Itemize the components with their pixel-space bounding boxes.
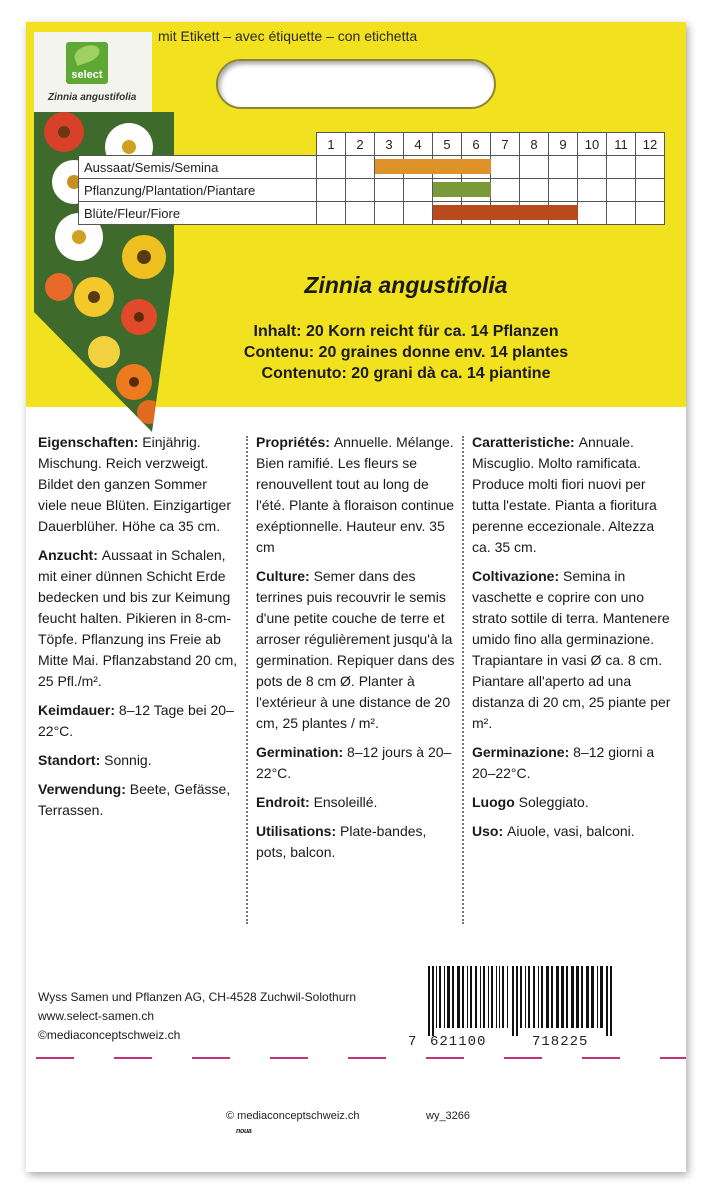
barcode-bar [467, 966, 468, 1028]
barcode-bar [428, 966, 430, 1036]
column-divider [246, 436, 248, 924]
section-cultivation: Culture: Semer dans des terrines puis recouvrir le semis d'une petite couche de terre et arroser régulièrement jusqu'à la germination. Repiquer dans des pots de 8 cm Ø. Planter à l'extérieur à une distance de 20 cm, 25 plantes / m². [256, 568, 455, 731]
section-text: Semina in vaschette e coprire con uno strato sottile di terra. Mantenere umido fino alla germinazione. Trapiantare in vasi Ø ca. 8 cm. Piantare all'aperto ad una distanza di 20 cm, 25 piante per m². [472, 568, 671, 731]
cut-line-dash [426, 1057, 464, 1059]
section-heading: Germination [256, 744, 339, 760]
section-heading: Utilisations [256, 823, 332, 839]
section-text: Sonnig. [104, 752, 152, 768]
brand-name: select [71, 69, 103, 81]
cut-line-dash [192, 1057, 230, 1059]
section-heading: Luogo [472, 794, 515, 810]
barcode-bar [606, 966, 608, 1036]
month-cell: 4 [404, 133, 433, 156]
section-text: 8–12 Tage bei 20–22°C. [38, 702, 234, 739]
barcode-bar [470, 966, 472, 1028]
sowing-calendar [78, 132, 670, 225]
month-cell: 7 [491, 133, 520, 156]
barcode-bar [444, 966, 445, 1028]
cut-line-dash [36, 1057, 74, 1059]
company-website: www.select-samen.ch [38, 1009, 155, 1023]
barcode-bar [586, 966, 589, 1028]
section-location: Standort: Sonnig. [38, 752, 152, 768]
cut-line-dash [660, 1057, 686, 1059]
month-cell: 5 [433, 133, 462, 156]
hang-slot [216, 59, 496, 109]
section-heading: Caratteristiche [472, 434, 571, 450]
footer-credit: © mediaconceptschweiz.ch [226, 1110, 360, 1122]
calendar-header-row [79, 133, 665, 156]
month-cell: 3 [375, 133, 404, 156]
section-cultivation: Coltivazione: Semina in vaschette e coprire con uno strato sottile di terra. Mantenere umido fino alla germinazione. Trapiantare in vasi Ø ca. 8 cm. Piantare all'aperto ad una distanza di 20 cm, 25 piante per m². [472, 568, 671, 731]
section-location: Endroit: Ensoleillé. [256, 794, 378, 810]
section-heading: Germinazione [472, 744, 565, 760]
barcode-bar [566, 966, 568, 1028]
barcode-bars [408, 966, 638, 1036]
section-text: 8–12 jours à 20–22°C. [256, 744, 452, 781]
barcode-bar [571, 966, 574, 1028]
section-text: Beete, Gefässe, Terrassen. [38, 781, 231, 818]
card-plant-name: Zinnia angustifolia [48, 92, 137, 103]
month-cell: 2 [346, 133, 375, 156]
section-heading: Verwendung [38, 781, 122, 797]
barcode-bar [528, 966, 530, 1028]
section-text: Plate-bandes, pots, balcon. [256, 823, 427, 860]
barcode-bar [447, 966, 450, 1028]
barcode-bar [591, 966, 594, 1028]
barcode-bar [439, 966, 441, 1028]
section-heading: Standort [38, 752, 96, 768]
barcode-bar [483, 966, 485, 1028]
section-properties: Caratteristiche: Annuale. Miscuglio. Molto ramificata. Produce molti fiori nuovi per tutta l'estate. Pianta a fioritura perenne eccezionale. Altezza ca. 35 cm. [472, 434, 657, 555]
section-heading: Propriétés [256, 434, 326, 450]
section-heading: Uso [472, 823, 499, 839]
section-use: Utilisations: Plate-bandes, pots, balcon. [256, 823, 427, 860]
calendar-bar [433, 205, 578, 220]
cut-line-dash [114, 1057, 152, 1059]
company-copyright: ©mediaconceptschweiz.ch [38, 1028, 181, 1042]
printer-logo: noua [236, 1128, 252, 1135]
barcode-bar [475, 966, 477, 1028]
calendar-row-label: Pflanzung/Plantation/Piantare [79, 179, 317, 202]
calendar-corner [79, 133, 317, 156]
label-note: mit Etikett – avec étiquette – con etichetta [158, 28, 418, 44]
barcode-bar [597, 966, 598, 1028]
barcode-bar [432, 966, 434, 1036]
section-text: 8–12 giorni a 20–22°C. [472, 744, 655, 781]
barcode-bar [525, 966, 526, 1028]
calendar-bar [375, 159, 491, 174]
barcode-digit-group: 621100 [430, 1034, 487, 1050]
barcode-digit-group: 7 [408, 1034, 418, 1050]
column-divider [462, 436, 464, 924]
section-heading: Keimdauer [38, 702, 111, 718]
barcode-bar [480, 966, 481, 1028]
barcode-bar [556, 966, 559, 1028]
section-text: Aussaat in Schalen, mit einer dünnen Schicht Erde bedecken und bis zur Keimung feucht halten. Pikieren in 8-cm-Töpfe. Pflanzung ins Freie ab Mitte Mai. Pflanzabstand 20 cm, 25 Pfl./m². [38, 547, 238, 689]
cut-line-dash [582, 1057, 620, 1059]
column-de [38, 432, 238, 829]
section-heading: Eigenschaften [38, 434, 134, 450]
product-title: Zinnia angustifolia [304, 272, 508, 298]
calendar-row-sowing [79, 156, 665, 179]
month-cell: 9 [549, 133, 578, 156]
section-heading: Culture [256, 568, 305, 584]
barcode-bar [610, 966, 612, 1036]
barcode-bar [551, 966, 553, 1028]
brand-logo [66, 42, 108, 84]
barcode-bar [520, 966, 522, 1028]
footer [226, 1110, 471, 1122]
section-use: Verwendung: Beete, Gefässe, Terrassen. [38, 781, 231, 818]
barcode-bar [581, 966, 583, 1028]
leaf-icon [72, 42, 102, 66]
cut-line-dash [504, 1057, 542, 1059]
calendar-row-flowering [79, 202, 665, 225]
section-text: Ensoleillé. [313, 794, 378, 810]
calendar-table [78, 132, 665, 225]
barcode [408, 966, 638, 1054]
description-columns [38, 432, 678, 932]
barcode-bar [499, 966, 500, 1028]
calendar-row-planting [79, 179, 665, 202]
barcode-bar [516, 966, 518, 1036]
month-cell: 1 [317, 133, 346, 156]
cut-line-dash [270, 1057, 308, 1059]
barcode-bar [507, 966, 508, 1028]
section-location [472, 792, 672, 813]
barcode-bar [576, 966, 579, 1028]
section-germination: Keimdauer: 8–12 Tage bei 20–22°C. [38, 702, 234, 739]
month-cell: 10 [578, 133, 607, 156]
section-properties: Eigenschaften: Einjährig. Mischung. Reich verzweigt. Bildet den ganzen Sommer viele neue Blüten. Einzigartiger Dauerblüher. Höhe ca 35 cm. [38, 434, 232, 534]
barcode-bar [546, 966, 549, 1028]
month-cell: 8 [520, 133, 549, 156]
content-fr: Contenu: 20 graines donne env. 14 plantes [243, 344, 569, 361]
barcode-bar [462, 966, 464, 1028]
section-text: Aiuole, vasi, balconi. [507, 823, 635, 839]
month-cell: 12 [636, 133, 665, 156]
column-fr [256, 432, 456, 871]
section-heading: Anzucht [38, 547, 94, 563]
content-de: Inhalt: 20 Korn reicht für ca. 14 Pflanzen [253, 323, 559, 340]
cut-line [26, 1057, 686, 1060]
barcode-bar [457, 966, 460, 1028]
calendar-row-label: Aussaat/Semis/Semina [79, 156, 317, 179]
month-cell: 11 [607, 133, 636, 156]
section-text: Semer dans des terrines puis recouvrir le semis d'une petite couche de terre et arroser régulièrement jusqu'à la germination. Repiquer dans des pots de 8 cm Ø. Planter à l'extérieur à une distance de 20 cm, 25 plantes / m². [256, 568, 455, 731]
section-text: Annuelle. Mélange. Bien ramifié. Les fleurs se renouvellent tout au long de l'été. Plante à floraison continue exéptionnelle. Hauteur env. 35 cm [256, 434, 455, 555]
barcode-bar [491, 966, 493, 1028]
company-address: Wyss Samen und Pflanzen AG, CH-4528 Zuchwil-Solothurn [38, 990, 357, 1004]
section-germination: Germination: 8–12 jours à 20–22°C. [256, 744, 452, 781]
barcode-bar [436, 966, 437, 1028]
seed-packet [26, 22, 686, 1172]
barcode-bar [502, 966, 504, 1028]
month-cell: 6 [462, 133, 491, 156]
section-cultivation: Anzucht: Aussaat in Schalen, mit einer dünnen Schicht Erde bedecken und bis zur Keimung feucht halten. Pikieren in 8-cm-Töpfe. Pflanzung ins Freie ab Mitte Mai. Pflanzabstand 20 cm, 25 Pfl./m². [38, 547, 238, 689]
section-text: Einjährig. Mischung. Reich verzweigt. Bildet den ganzen Sommer viele neue Blüten. Einzigartiger Dauerblüher. Höhe ca 35 cm. [38, 434, 232, 534]
card-header [34, 32, 152, 112]
section-heading: Coltivazione [472, 568, 555, 584]
calendar-row-label: Blüte/Fleur/Fiore [79, 202, 317, 225]
barcode-bar [488, 966, 489, 1028]
calendar-bar [433, 182, 491, 197]
section-text: Annuale. Miscuglio. Molto ramificata. Produce molti fiori nuovi per tutta l'estate. Pianta a fioritura perenne eccezionale. Altezza ca. 35 cm. [472, 434, 657, 555]
barcode-bar [538, 966, 539, 1028]
cut-line-dash [348, 1057, 386, 1059]
barcode-bar [541, 966, 543, 1028]
section-properties: Propriétés: Annuelle. Mélange. Bien ramifié. Les fleurs se renouvellent tout au long de l'été. Plante à floraison continue exéptionnelle. Hauteur env. 35 cm [256, 434, 455, 555]
section-germination: Germinazione: 8–12 giorni a 20–22°C. [472, 744, 655, 781]
barcode-bar [561, 966, 564, 1028]
barcode-bar [452, 966, 454, 1028]
barcode-bar [533, 966, 535, 1028]
section-use: Uso: Aiuole, vasi, balconi. [472, 823, 635, 839]
footer-code: wy_3266 [426, 1110, 471, 1122]
column-it [472, 432, 672, 850]
company-info [38, 988, 356, 1045]
barcode-bar [512, 966, 514, 1036]
content-it: Contenuto: 20 grani dà ca. 14 piantine [261, 365, 551, 382]
barcode-digit-group: 718225 [532, 1034, 589, 1050]
section-heading: Endroit [256, 794, 305, 810]
section-text: Soleggiato. [518, 794, 589, 810]
barcode-bar [600, 966, 603, 1028]
product-contents [126, 321, 686, 384]
barcode-bar [496, 966, 497, 1028]
